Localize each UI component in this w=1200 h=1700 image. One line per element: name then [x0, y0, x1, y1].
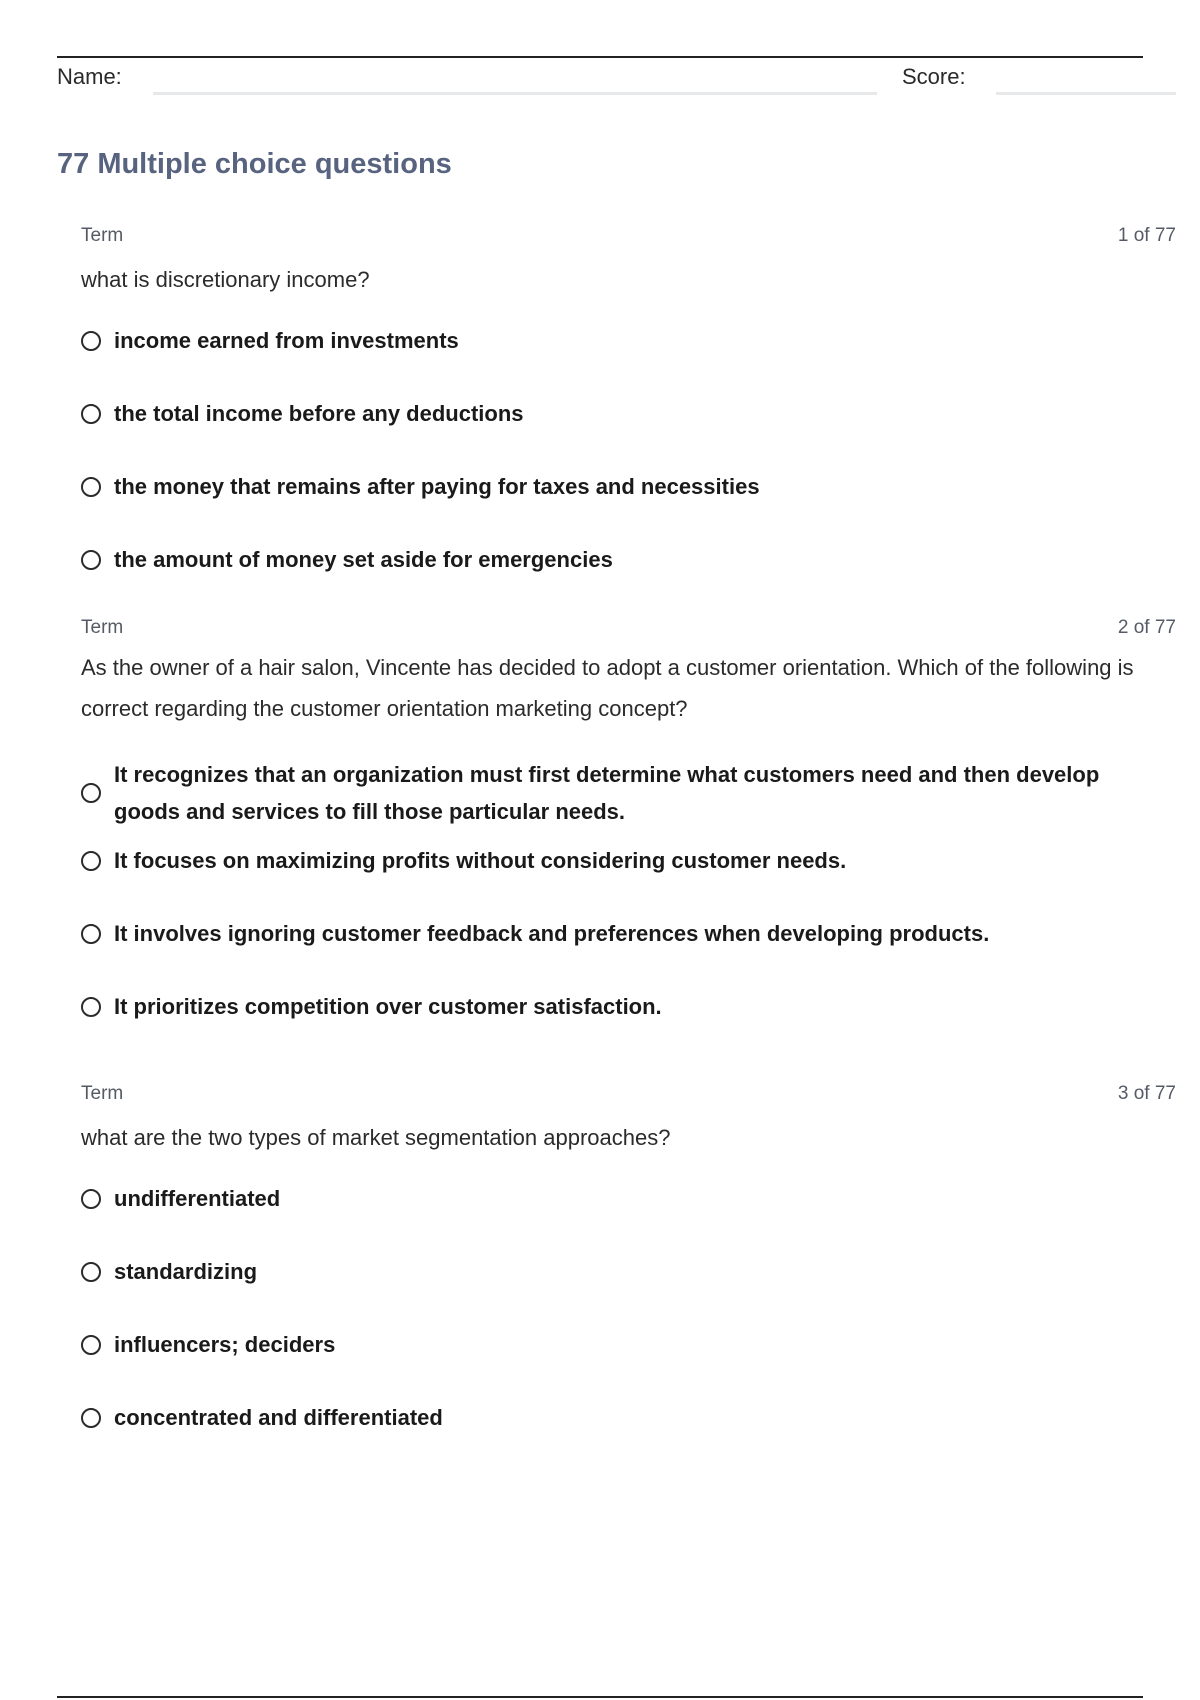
question-count: 3 of 77: [1117, 1083, 1176, 1104]
term-row: [81, 617, 1176, 645]
answer-option-text: It prioritizes competition over customer satisfaction.: [114, 994, 662, 1019]
question-prompt: As the owner of a hair salon, Vincente has decided to adopt a customer orientation. Which of the following is correct regarding the customer orientation marketing concept?: [81, 655, 1134, 721]
term-row: [81, 225, 1176, 253]
answer-option-text: income earned from investments: [114, 328, 459, 353]
answer-option-text: It focuses on maximizing profits without considering customer needs.: [114, 848, 847, 873]
section-title: 77 Multiple choice questions: [57, 148, 452, 180]
answer-option-text: influencers; deciders: [114, 1332, 336, 1357]
score-field-line[interactable]: [996, 92, 1176, 95]
answer-option[interactable]: [81, 1326, 1161, 1363]
term-label: Term: [81, 617, 124, 638]
question-count: 2 of 77: [1117, 617, 1176, 638]
worksheet-header: [57, 62, 1177, 102]
answer-option-text: It recognizes that an organization must first determine what customers need and then develop goods and services to fill those particular needs.: [114, 762, 1100, 824]
answer-option[interactable]: [81, 395, 1161, 432]
radio-circle-icon[interactable]: [81, 1335, 101, 1355]
answer-option[interactable]: [81, 988, 1161, 1025]
answer-option-text: It involves ignoring customer feedback and preferences when developing products.: [114, 921, 990, 946]
top-rule: [57, 56, 1143, 58]
radio-circle-icon[interactable]: [81, 331, 101, 351]
answer-option[interactable]: [81, 1399, 1161, 1436]
answer-option-text: the amount of money set aside for emergencies: [114, 547, 613, 572]
answer-option-text: the money that remains after paying for taxes and necessities: [114, 474, 760, 499]
answer-option-text: the total income before any deductions: [114, 401, 524, 426]
answer-option[interactable]: [81, 842, 1161, 879]
radio-circle-icon[interactable]: [81, 851, 101, 871]
name-label: Name:: [57, 64, 122, 89]
radio-circle-icon[interactable]: [81, 924, 101, 944]
answer-option[interactable]: [81, 1180, 1161, 1217]
radio-circle-icon[interactable]: [81, 997, 101, 1017]
answer-option[interactable]: [81, 756, 1161, 830]
question-2: [81, 617, 1176, 1057]
term-label: Term: [81, 1083, 124, 1104]
answer-option[interactable]: [81, 468, 1161, 505]
answer-option-text: standardizing: [114, 1259, 258, 1284]
question-count: 1 of 77: [1117, 225, 1176, 246]
radio-circle-icon[interactable]: [81, 550, 101, 570]
answer-option[interactable]: [81, 322, 1161, 359]
answer-option-text: undifferentiated: [114, 1186, 281, 1211]
question-1: [81, 225, 1176, 585]
answer-option[interactable]: [81, 541, 1161, 578]
question-prompt: what is discretionary income?: [81, 267, 370, 292]
answer-option-text: concentrated and differentiated: [114, 1405, 443, 1430]
question-3: [81, 1083, 1176, 1443]
name-field-line[interactable]: [153, 92, 877, 95]
term-row: [81, 1083, 1176, 1111]
radio-circle-icon[interactable]: [81, 1189, 101, 1209]
radio-circle-icon[interactable]: [81, 1408, 101, 1428]
question-prompt: what are the two types of market segmentation approaches?: [81, 1125, 671, 1150]
answer-option[interactable]: [81, 1253, 1161, 1290]
answer-option[interactable]: [81, 915, 1161, 952]
score-label: Score:: [902, 64, 966, 89]
radio-circle-icon[interactable]: [81, 477, 101, 497]
radio-circle-icon[interactable]: [81, 1262, 101, 1282]
bottom-rule: [57, 1696, 1143, 1698]
radio-circle-icon[interactable]: [81, 404, 101, 424]
term-label: Term: [81, 225, 124, 246]
radio-circle-icon[interactable]: [81, 783, 101, 803]
